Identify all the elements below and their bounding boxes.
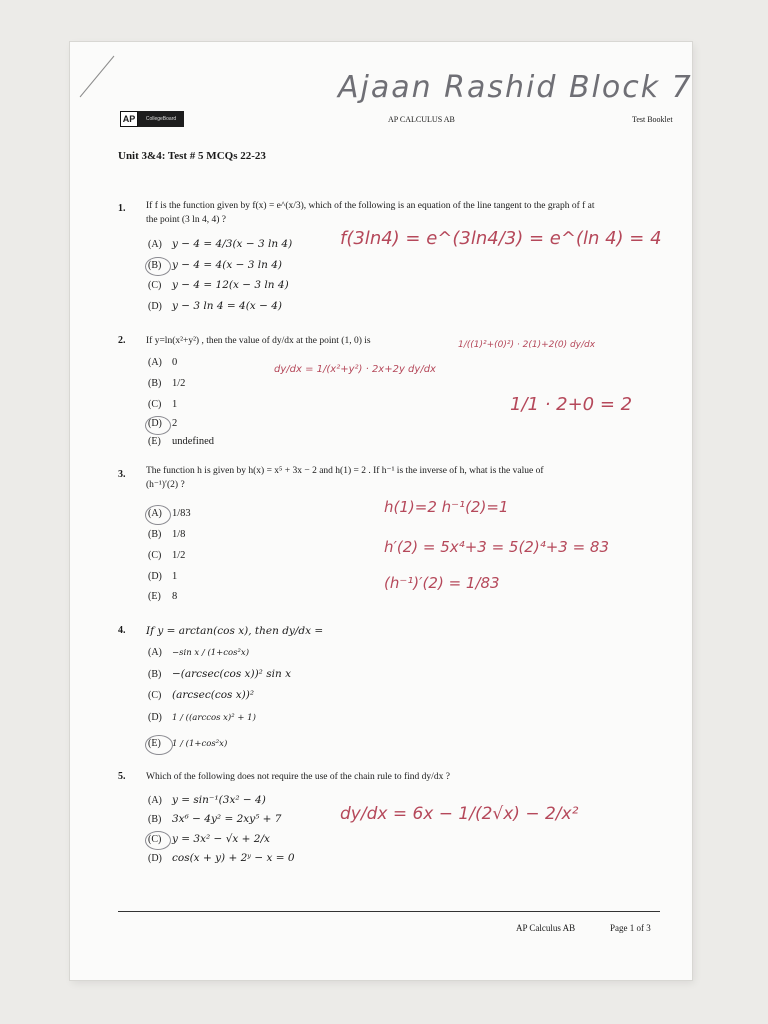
question-number: 5. bbox=[118, 771, 126, 782]
answer-circle bbox=[145, 416, 171, 435]
q2-work-handwriting: 1/1 · 2+0 = 2 bbox=[510, 394, 633, 415]
option-2c[interactable]: (C) 1 bbox=[148, 399, 178, 410]
option-5d[interactable]: (D) cos(x + y) + 2ʸ − x = 0 bbox=[148, 852, 295, 864]
question-1-text bbox=[146, 199, 666, 227]
option-1b[interactable]: (B) y − 4 = 4(x − 3 ln 4) bbox=[148, 259, 282, 271]
q3-work-handwriting: h(1)=2 h⁻¹(2)=1 bbox=[384, 498, 509, 516]
answer-circle bbox=[145, 735, 173, 755]
option-2a[interactable]: (A) 0 bbox=[148, 357, 178, 368]
option-4d[interactable]: (D) 1 / ((arccos x)² + 1) bbox=[148, 712, 256, 723]
question-number: 2. bbox=[118, 335, 126, 346]
page-number: Page 1 of 3 bbox=[610, 923, 651, 933]
question-number: 1. bbox=[118, 203, 126, 214]
option-5b[interactable]: (B) 3x⁶ − 4y² = 2xy⁵ + 7 bbox=[148, 813, 282, 825]
option-3e[interactable]: (E) 8 bbox=[148, 591, 178, 602]
q1-work-handwriting: f(3ln4) = e^(3ln4/3) = e^(ln 4) = 4 bbox=[340, 228, 662, 249]
option-2b[interactable]: (B) 1/2 bbox=[148, 378, 186, 389]
option-3a[interactable]: (A) 1/83 bbox=[148, 508, 191, 519]
question-1-line-1: If f is the function given by f(x) = e^(x/3), which of the following is an equation of the line tangent to the graph of f at bbox=[146, 201, 595, 211]
answer-circle bbox=[145, 257, 171, 276]
question-5-text: Which of the following does not require the use of the chain rule to find dy/dx ? bbox=[146, 772, 450, 782]
question-3-text bbox=[146, 464, 666, 492]
question-3-line-1: The function h is given by h(x) = x⁵ + 3x − 2 and h(1) = 2 . If h⁻¹ is the inverse of h, what is the value of bbox=[146, 466, 544, 476]
option-3d[interactable]: (D) 1 bbox=[148, 571, 178, 582]
option-3c[interactable]: (C) 1/2 bbox=[148, 550, 186, 561]
course-header: AP CALCULUS AB bbox=[388, 115, 455, 124]
option-1a[interactable]: (A) y − 4 = 4/3(x − 3 ln 4) bbox=[148, 238, 293, 250]
option-4e[interactable]: (E) 1 / (1+cos²x) bbox=[148, 738, 228, 749]
question-4-text: If y = arctan(cos x), then dy/dx = bbox=[146, 625, 324, 637]
option-5c[interactable]: (C) y = 3x² − √x + 2/x bbox=[148, 833, 270, 845]
question-2-text: If y=ln(x²+y²) , then the value of dy/dx at the point (1, 0) is bbox=[146, 336, 371, 346]
option-2d[interactable]: (D) 2 bbox=[148, 418, 178, 429]
college-board-logo: CollegeBoard bbox=[138, 111, 184, 127]
q3-work-handwriting: h′(2) = 5x⁴+3 = 5(2)⁴+3 = 83 bbox=[384, 538, 610, 556]
option-1d[interactable]: (D) y − 3 ln 4 = 4(x − 4) bbox=[148, 300, 282, 312]
option-1c[interactable]: (C) y − 4 = 12(x − 3 ln 4) bbox=[148, 279, 289, 291]
option-4b[interactable]: (B) −(arcsec(cos x))² sin x bbox=[148, 668, 291, 680]
q2-work-handwriting: dy/dx = 1/(x²+y²) · 2x+2y dy/dx bbox=[274, 364, 436, 375]
question-number: 4. bbox=[118, 625, 126, 636]
test-page bbox=[70, 42, 692, 980]
question-number: 3. bbox=[118, 469, 126, 480]
footer-divider bbox=[118, 911, 660, 912]
ap-logo: AP bbox=[120, 111, 138, 127]
option-5a[interactable]: (A) y = sin⁻¹(3x² − 4) bbox=[148, 794, 266, 806]
q3-work-handwriting: (h⁻¹)′(2) = 1/83 bbox=[384, 574, 500, 592]
q5-work-handwriting: dy/dx = 6x − 1/(2√x) − 2/x² bbox=[340, 804, 579, 824]
q2-work-handwriting: 1/((1)²+(0)²) · 2(1)+2(0) dy/dx bbox=[458, 340, 596, 350]
option-2e[interactable]: (E) undefined bbox=[148, 436, 214, 447]
pen-stroke-mark bbox=[78, 42, 118, 102]
booklet-header: Test Booklet bbox=[632, 115, 673, 124]
question-1-line-2: the point (3 ln 4, 4) ? bbox=[146, 215, 226, 225]
ap-college-board-logo bbox=[120, 111, 184, 127]
student-name-handwriting: Ajaan Rashid Block 7 bbox=[338, 70, 693, 105]
option-3b[interactable]: (B) 1/8 bbox=[148, 529, 186, 540]
answer-circle bbox=[145, 505, 171, 525]
answer-circle bbox=[145, 831, 171, 850]
footer-course: AP Calculus AB bbox=[516, 923, 576, 933]
option-4c[interactable]: (C) (arcsec(cos x))² bbox=[148, 689, 255, 701]
option-4a[interactable]: (A) −sin x / (1+cos²x) bbox=[148, 647, 250, 658]
question-3-line-2: (h⁻¹)′(2) ? bbox=[146, 480, 185, 490]
test-title: Unit 3&4: Test # 5 MCQs 22-23 bbox=[118, 150, 266, 162]
